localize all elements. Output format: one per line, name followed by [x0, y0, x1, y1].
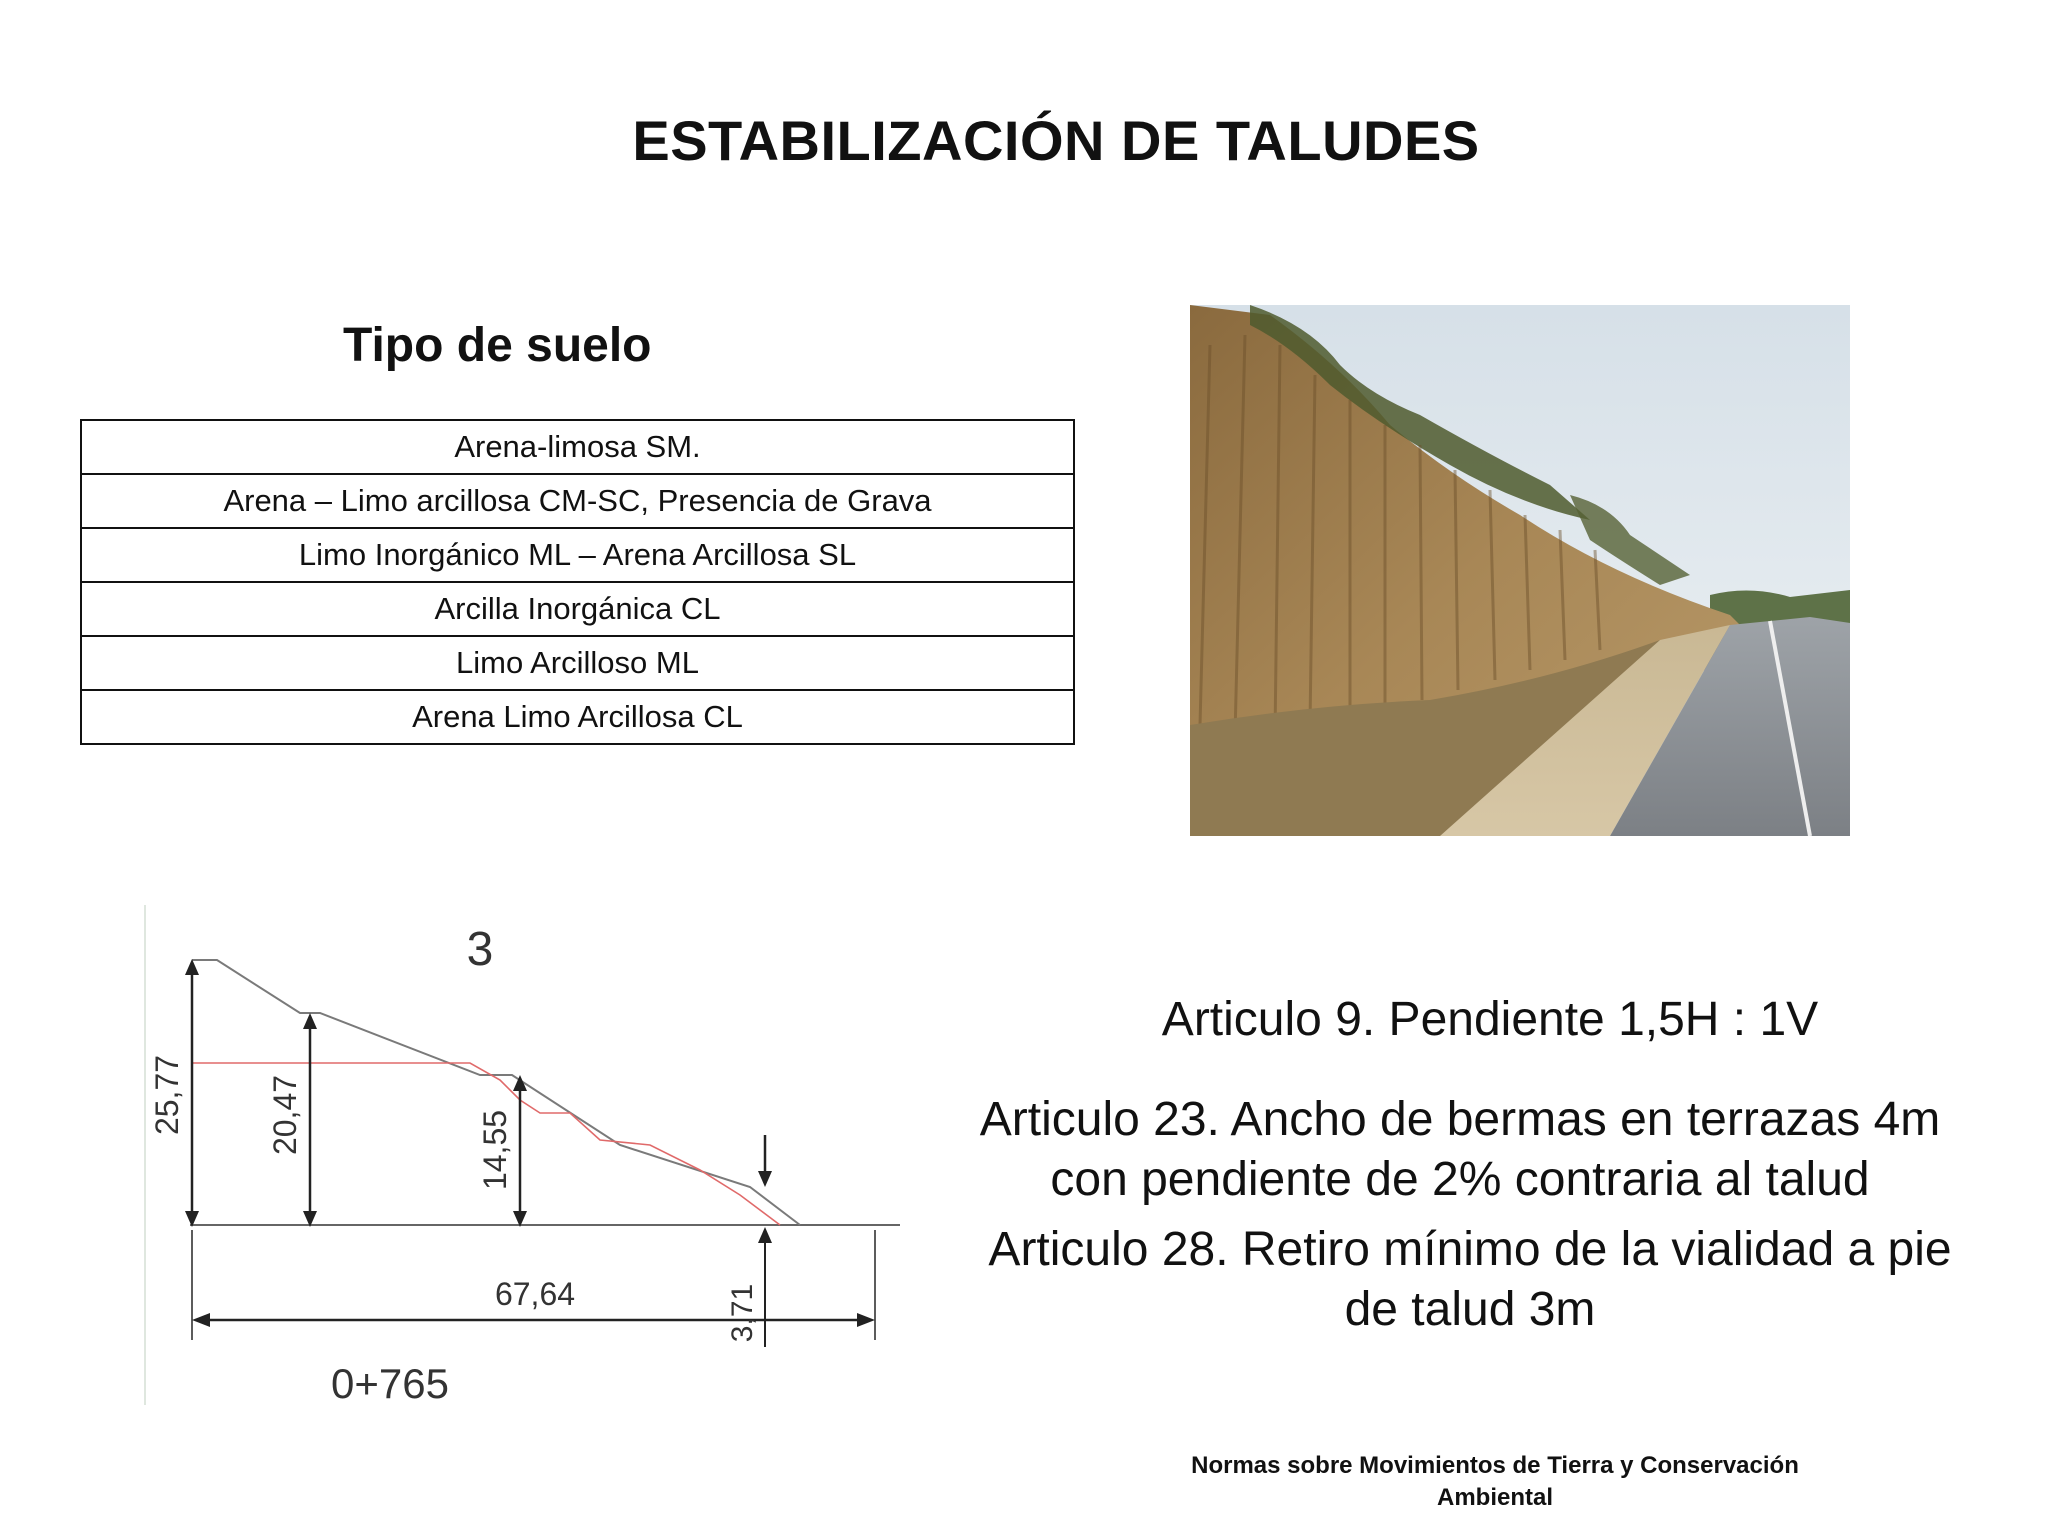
table-cell: Limo Arcilloso ML: [81, 636, 1074, 690]
table-row: [81, 474, 1074, 528]
dimension-label-height-2: 20,47: [267, 1074, 303, 1156]
table-row: [81, 636, 1074, 690]
station-label: 0+765: [331, 1360, 449, 1407]
table-row: [81, 420, 1074, 474]
article-23: Articulo 23. Ancho de bermas en terrazas 4m con pendiente de 2% contraria al talud: [979, 1093, 1941, 1206]
table-row: [81, 528, 1074, 582]
dimension-label-width: 67,64: [494, 1276, 576, 1312]
dimension-label-base-step: 3,71: [726, 1283, 759, 1343]
dimension-label-height-3: 14,55: [477, 1109, 513, 1191]
dimension-label-total-height: 25,77: [149, 1054, 185, 1136]
article-9: Articulo 9. Pendiente 1,5H : 1V: [1161, 993, 1819, 1046]
table-row: [81, 582, 1074, 636]
source-note: Normas sobre Movimientos de Tierra y Conservación Ambiental: [1191, 1452, 1799, 1511]
soil-type-table: [80, 419, 1075, 745]
table-cell: Arena-limosa SM.: [81, 420, 1074, 474]
soil-type-heading: Tipo de suelo: [343, 319, 652, 372]
slope-road-photo: [1190, 305, 1850, 836]
table-cell: Arcilla Inorgánica CL: [81, 582, 1074, 636]
table-cell: Limo Inorgánico ML – Arena Arcillosa SL: [81, 528, 1074, 582]
section-number-label: 3: [466, 923, 494, 976]
table-cell: Arena Limo Arcillosa CL: [81, 690, 1074, 744]
article-28: Articulo 28. Retiro mínimo de la vialidad a pie de talud 3m: [988, 1223, 1952, 1336]
articles-block: [960, 990, 1960, 1340]
slope-profile-diagram: [140, 895, 915, 1415]
table-row: [81, 690, 1074, 744]
slide-title: ESTABILIZACIÓN DE TALUDES: [632, 109, 1480, 172]
table-cell: Arena – Limo arcillosa CM-SC, Presencia de Grava: [81, 474, 1074, 528]
